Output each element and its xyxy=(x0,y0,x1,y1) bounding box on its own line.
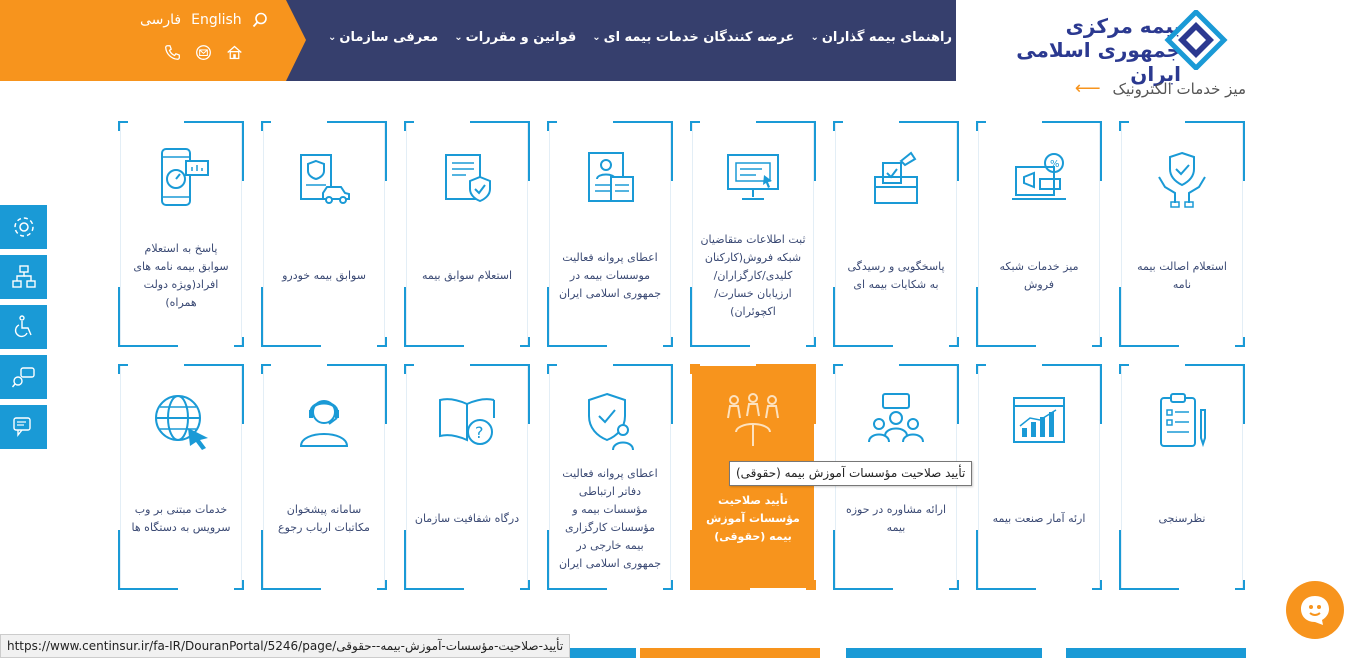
tile-label: ثبت اطلاعات متقاضیان شبکه فروش(کارکنان کلیدی/کارگزاران/ ارزیابان خسارت/ اکچوئران) xyxy=(700,233,806,318)
tile-policy-authenticity[interactable] xyxy=(1121,123,1243,345)
quick-icons xyxy=(164,44,243,61)
logo-text xyxy=(971,14,1181,86)
tile-industry-statistics[interactable] xyxy=(978,366,1100,588)
tile-label: نظرسنجی xyxy=(1158,512,1206,525)
nav-label: عرضه کنندگان خدمات بیمه ای xyxy=(603,30,795,45)
tile-label: ارئه آمار صنعت بیمه xyxy=(992,512,1086,525)
main-nav xyxy=(328,30,952,45)
search-chat-button[interactable] xyxy=(0,355,47,399)
tile-label: اعطای پروانه فعالیت موسسات بیمه در جمهوری اسلامی ایران xyxy=(558,251,662,300)
tile-label: اعطای پروانه فعالیت دفاتر ارتباطی مؤسسات بیمه و مؤسسات کارگزاری بیمه خارجی در جمهوری اسلامی ایران xyxy=(558,467,662,570)
top-utility-bar xyxy=(0,0,286,81)
tile-label: پاسخ به استعلام سوابق بیمه نامه های افراد(ویژه دولت همراه) xyxy=(133,242,229,309)
tile-label: سامانه پیشخوان مکاتبات ارباب رجوع xyxy=(278,503,370,534)
chat-search-icon xyxy=(11,364,37,390)
shield-agent-icon xyxy=(579,390,641,452)
mail-icon[interactable] xyxy=(195,44,212,61)
tile-insurance-license[interactable] xyxy=(549,123,671,345)
chevron-down-icon: ⌄ xyxy=(454,32,463,43)
globe-cursor-icon xyxy=(150,390,212,452)
tile-label: استعلام اصالت بیمه نامه xyxy=(1137,260,1227,291)
nav-label: راهنمای بیمه گذاران xyxy=(821,30,952,45)
lang-fa-link[interactable]: فارسی xyxy=(140,12,182,28)
svg-text:?: ? xyxy=(475,423,484,442)
tile-transparency-portal[interactable] xyxy=(406,366,528,588)
main-nav-bar xyxy=(286,0,956,81)
nav-providers[interactable] xyxy=(592,30,794,45)
lang-en-link[interactable]: English xyxy=(191,12,242,28)
statistics-chart-icon xyxy=(1008,390,1070,452)
tile-label: پاسخگویی و رسیدگی به شکایات بیمه ای xyxy=(847,260,945,291)
svg-text:%: % xyxy=(1050,159,1060,170)
home-icon[interactable] xyxy=(226,44,243,61)
tile-label: میز خدمات شبکه فروش xyxy=(999,260,1079,291)
tile-label: ارائه مشاوره در حوزه بیمه xyxy=(845,503,947,534)
header xyxy=(0,0,1359,86)
chat-bubble-icon xyxy=(11,414,37,440)
clipboard-survey-icon xyxy=(1151,390,1213,452)
nav-label: قوانین و مقررات xyxy=(465,30,577,45)
logo-line-1: بیمه مرکزی xyxy=(1065,14,1181,38)
chat-face-icon xyxy=(1297,592,1333,628)
side-toolbar xyxy=(0,205,47,455)
arrow-left-icon: ⟵ xyxy=(1074,78,1101,99)
page-title-text: میز خدمات الکترونیک xyxy=(1112,79,1246,98)
language-switcher xyxy=(140,12,268,28)
monitor-form-icon xyxy=(722,147,784,209)
nav-label: معرفی سازمان xyxy=(339,30,439,45)
nav-guide[interactable] xyxy=(810,30,952,45)
tile-sales-network[interactable] xyxy=(978,123,1100,345)
logo-area[interactable] xyxy=(956,0,1359,86)
feedback-button[interactable] xyxy=(0,405,47,449)
ballot-box-icon xyxy=(865,147,927,209)
license-card-icon xyxy=(579,147,641,209)
nav-about[interactable] xyxy=(328,30,438,45)
nav-laws[interactable] xyxy=(454,30,576,45)
mobile-gauge-icon xyxy=(150,147,212,209)
tile-label: استعلام سوابق بیمه xyxy=(421,269,513,282)
tile-liaison-offices-license[interactable] xyxy=(549,366,671,588)
logo-emblem-icon xyxy=(1164,10,1228,70)
tile-survey[interactable] xyxy=(1121,366,1243,588)
page-title xyxy=(1075,78,1246,99)
document-shield-icon xyxy=(436,147,498,209)
sitemap-button[interactable] xyxy=(0,255,47,299)
search-icon[interactable] xyxy=(252,12,268,28)
tile-label: تأیید صلاحیت مؤسسات آموزش بیمه (حقوقی) xyxy=(706,494,800,543)
phone-icon[interactable] xyxy=(164,44,181,61)
logo-line-2: جمهوری اسلامی ایران xyxy=(1016,38,1181,86)
chevron-down-icon: ⌄ xyxy=(810,32,819,43)
tile-complaints[interactable] xyxy=(835,123,957,345)
tile-applicants-registration[interactable] xyxy=(692,123,814,345)
settings-button[interactable] xyxy=(0,205,47,249)
tile-label: درگاه شفافیت سازمان xyxy=(414,512,520,525)
sitemap-icon xyxy=(11,264,37,290)
support-agent-icon xyxy=(293,390,355,452)
tile-car-insurance-history[interactable] xyxy=(263,123,385,345)
support-chat-button[interactable] xyxy=(1286,581,1344,639)
training-people-icon xyxy=(722,390,784,452)
header-arrow-shape xyxy=(286,0,306,81)
tile-correspondence-desk[interactable] xyxy=(263,366,385,588)
accessibility-button[interactable] xyxy=(0,305,47,349)
book-question-icon xyxy=(436,390,498,452)
status-url: https://www.centinsur.ir/fa-IR/DouranPortal/5246/page/تأیید-صلاحیت-مؤسسات-آموزش-بیمه--حقوقی xyxy=(0,634,570,658)
shield-hands-icon xyxy=(1151,147,1213,209)
tile-mobile-inquiry[interactable] xyxy=(120,123,242,345)
gear-icon xyxy=(11,214,37,240)
tooltip: تأیید صلاحیت مؤسسات آموزش بیمه (حقوقی) xyxy=(729,461,972,486)
tile-web-services[interactable] xyxy=(120,366,242,588)
tile-insurance-history[interactable] xyxy=(406,123,528,345)
consulting-group-icon xyxy=(865,390,927,452)
sales-network-icon xyxy=(1008,147,1070,209)
tile-label: خدمات مبتنی بر وب سرویس به دستگاه ها xyxy=(131,503,231,534)
car-insurance-icon xyxy=(293,147,355,209)
wheelchair-icon xyxy=(11,314,37,340)
chevron-down-icon: ⌄ xyxy=(592,32,601,43)
tile-label: سوابق بیمه خودرو xyxy=(282,269,366,282)
chevron-down-icon: ⌄ xyxy=(328,32,337,43)
